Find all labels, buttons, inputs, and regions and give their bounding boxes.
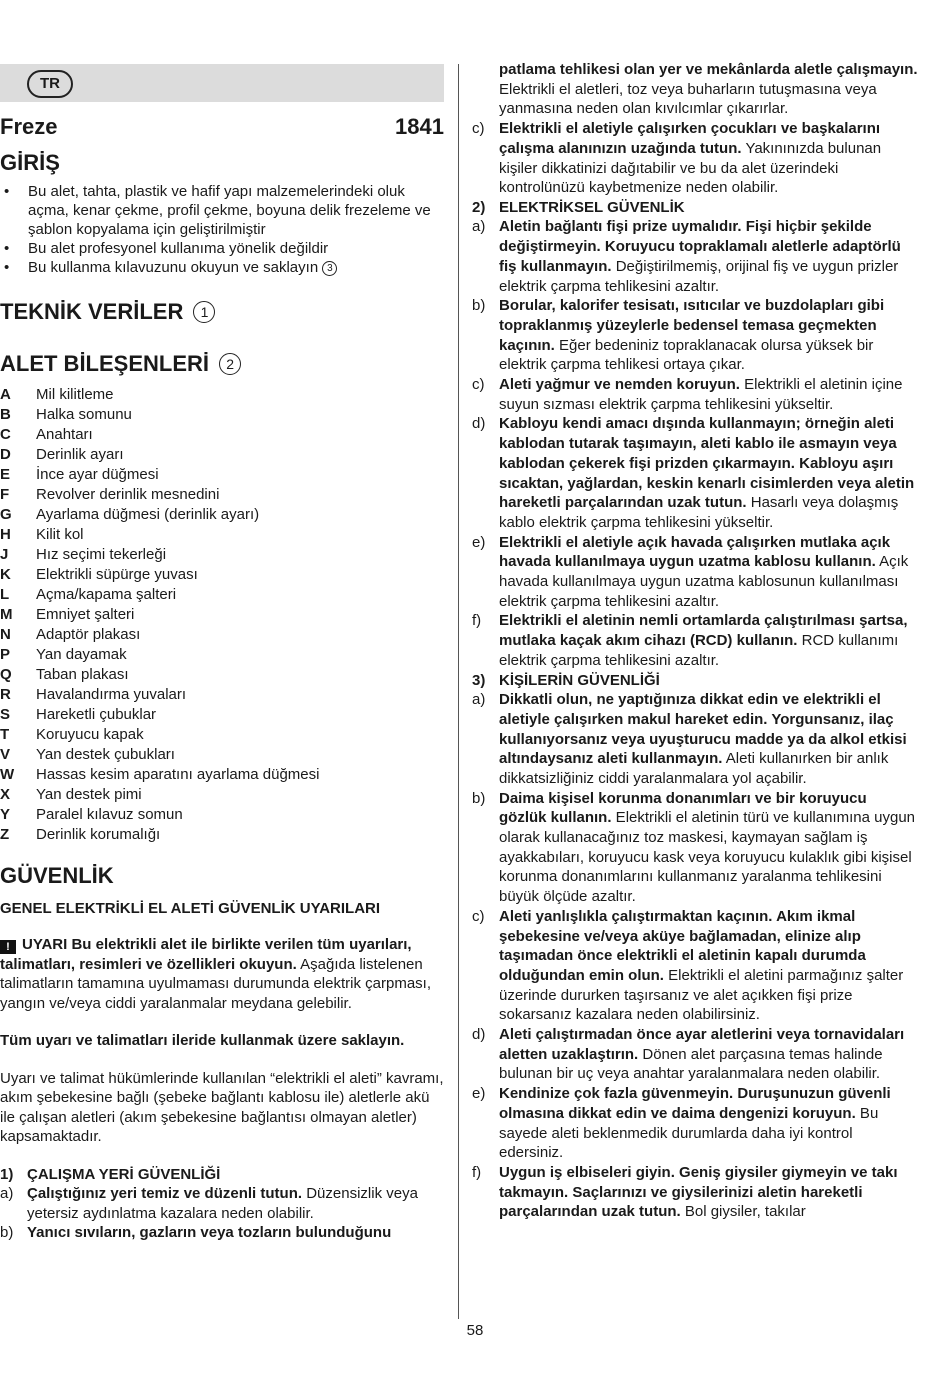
section-3-items bbox=[472, 690, 918, 1222]
part-key: R bbox=[0, 686, 11, 703]
part-row bbox=[0, 385, 444, 405]
item-text: Açık havada kullanılmaya uygun uzatma kablosunun kullanılması elektrik çarpma tehlikesini azaltır. bbox=[499, 553, 909, 610]
part-row bbox=[0, 665, 444, 685]
list-item bbox=[0, 1184, 444, 1223]
parts-list bbox=[0, 385, 444, 845]
item-text: Dönen alet parçasına temas halinde bulunan bir uç veya anahtar yaralanmalara neden olabilir. bbox=[499, 1045, 883, 1083]
item-bold: Daima kişisel korunma donanımları ve bir koruyucu gözlük kullanın. bbox=[499, 789, 867, 827]
part-row bbox=[0, 525, 444, 545]
part-row bbox=[0, 705, 444, 725]
part-name: Yan destek pimi bbox=[36, 786, 142, 803]
item-bold: Aletin bağlantı fişi prize uymalıdır. Fişi hiçbir şekilde değiştirmeyin. Koruyucu topraklamalı aletlerle adaptörlü fiş kullanmayın. bbox=[499, 218, 901, 275]
parts-heading bbox=[0, 351, 444, 377]
section-title: ELEKTRİKSEL GÜVENLİK bbox=[499, 198, 685, 216]
item-label: e) bbox=[472, 1085, 486, 1103]
part-key: W bbox=[0, 766, 15, 783]
item-label: f) bbox=[472, 612, 482, 630]
left-column bbox=[0, 64, 444, 1243]
part-key: L bbox=[0, 586, 10, 603]
part-name: Halka somunu bbox=[36, 406, 132, 423]
part-row bbox=[0, 625, 444, 645]
part-key: S bbox=[0, 706, 11, 723]
part-row bbox=[0, 765, 444, 785]
part-name: Elektrikli süpürge yuvası bbox=[36, 566, 198, 583]
part-name: Koruyucu kapak bbox=[36, 726, 144, 743]
intro-heading: GİRİŞ bbox=[0, 150, 60, 175]
part-row bbox=[0, 445, 444, 465]
tech-heading bbox=[0, 299, 444, 325]
item-text: Aleti kullanırken bir anlık dikkatsizliğiniz ciddi yaralanmalara yol açabilir. bbox=[499, 750, 889, 787]
part-name: Açma/kapama şalteri bbox=[36, 586, 177, 603]
list-item bbox=[472, 60, 918, 119]
item-text: Elektrikli el aletleri, toz veya buharların tutuşmasına veya yanmasına neden olan kıvılcımlar çıkarırlar. bbox=[499, 80, 877, 118]
list-item: • Bu alet, tahta, plastik ve hafif yapı malzemelerindeki oluk açma, kenar çekme, profil çekme, boyuna delik frezeleme ve şablon kopyalama için geliştirilmiştir bbox=[0, 182, 444, 239]
part-name: Adaptör plakası bbox=[36, 626, 141, 643]
safety-heading: GÜVENLİK bbox=[0, 863, 114, 888]
item-bold: Elektrikli el aletiyle çalışırken çocukları ve başkalarını çalışma alanınızın uzağında tutun. bbox=[499, 120, 881, 157]
part-key: Q bbox=[0, 666, 12, 683]
item-text: Düzensizlik veya yetersiz aydınlatma kazalara neden olabilir. bbox=[27, 1185, 418, 1222]
item-bold: Elektrikli el aletiyle açık havada çalışırken mutlaka açık havada kullanılmaya uygun uzatma kablosu kullanın. bbox=[499, 533, 891, 571]
part-key: C bbox=[0, 426, 11, 443]
safety-subtitle: GENEL ELEKTRİKLİ EL ALETİ GÜVENLİK UYARILARI bbox=[0, 900, 381, 917]
list-item bbox=[472, 1163, 918, 1222]
item-label: b) bbox=[0, 1224, 14, 1242]
part-name: Ayarlama düğmesi (derinlik ayarı) bbox=[36, 506, 260, 523]
part-key: B bbox=[0, 406, 11, 423]
part-key: G bbox=[0, 506, 12, 523]
part-name: Yan dayamak bbox=[36, 646, 127, 663]
item-text: Bol giysiler, takılar bbox=[680, 1203, 806, 1221]
part-key: M bbox=[0, 606, 13, 623]
part-row bbox=[0, 585, 444, 605]
item-text: Yakınınızda bulunan kişiler dikkatinizi dağıtabilir ve bu da alet üzerindeki kontrolünüzü kaybetmenize neden olabilir. bbox=[499, 139, 882, 197]
warning-bold: UYARI Bu elektrikli alet ile birlikte verilen tüm uyarıları, talimatları, resimleri ve özellikleri okuyun. bbox=[0, 936, 412, 973]
list-item bbox=[472, 296, 918, 375]
figure-ref-icon: 3 bbox=[322, 261, 337, 276]
keep-note: Tüm uyarı ve talimatları ileride kullanmak üzere saklayın. bbox=[0, 1032, 405, 1049]
part-row bbox=[0, 685, 444, 705]
section-3-heading bbox=[472, 671, 918, 691]
part-key: F bbox=[0, 486, 10, 503]
part-name: Taban plakası bbox=[36, 666, 129, 683]
item-text: RCD kullanımı elektrik çarpma tehlikesini azaltır. bbox=[499, 632, 899, 669]
section-num: 1) bbox=[0, 1165, 14, 1183]
list-item: • Bu alet profesyonel kullanıma yönelik değildir bbox=[0, 239, 444, 258]
part-name: Kilit kol bbox=[36, 526, 84, 543]
part-name: Derinlik ayarı bbox=[36, 446, 124, 463]
part-key: X bbox=[0, 786, 11, 803]
item-text: Bu sayede aleti beklenmedik durumlarda daha iyi kontrol edersiniz. bbox=[499, 1104, 879, 1162]
part-key: D bbox=[0, 446, 11, 463]
part-key: N bbox=[0, 626, 11, 643]
part-key: E bbox=[0, 466, 11, 483]
item-bold: Borular, kalorifer tesisatı, ısıtıcılar ve buzdolapları gibi topraklanmış yüzeylerle bedensel temasa geçmekten kaçının. bbox=[499, 297, 885, 354]
section-title: ÇALIŞMA YERİ GÜVENLİĞİ bbox=[27, 1165, 221, 1183]
product-name: Freze bbox=[0, 114, 58, 139]
section-2-heading bbox=[472, 198, 918, 218]
part-name: İnce ayar düğmesi bbox=[36, 466, 159, 483]
item-text: Elektrikli el aletinin içine suyun sızması elektrik çarpma tehlikesini yükseltir. bbox=[499, 376, 903, 413]
part-row bbox=[0, 545, 444, 565]
item-bold: Dikkatli olun, ne yaptığınıza dikkat edin ve elektrikli el aletiyle çalışırken makul hareket edin. Yorgunsanız, ilaç kullanıyorsanız veya uyuşturucu madde ya da alkol etkisi altındaysanız aleti kullanmayın. bbox=[499, 691, 907, 768]
item-text: Elektrikli el aletini parmağınız şalter üzerinde dururken taşırsanız ve alet açıkken fişi prize sokarsanız kazalara neden olabilirsiniz. bbox=[499, 966, 904, 1024]
item-bold: Çalıştığınız yeri temiz ve düzenli tutun. bbox=[27, 1185, 303, 1202]
list-item bbox=[472, 611, 918, 670]
list-item bbox=[472, 1084, 918, 1163]
column-divider bbox=[458, 64, 459, 1319]
item-text: Değiştirilmemiş, orijinal fiş ve uygun prizler elektrik çarpma tehlikesini azaltır. bbox=[499, 257, 899, 295]
part-row bbox=[0, 785, 444, 805]
item-bold: Elektrikli el aletinin nemli ortamlarda çalıştırılması şartsa, mutlaka kaçak akım cihazı (RCD) kullanın. bbox=[499, 612, 908, 650]
part-key: A bbox=[0, 386, 11, 403]
item-bold: Aleti yanlışlıkla çalıştırmaktan kaçının. Akım ikmal şebekesine ve/veya aküye bağlamadan, elinize alıp taşımadan önce elektrikli el aletinin kapalı durumda olduğundan emin olun. bbox=[499, 907, 866, 984]
item-label: b) bbox=[472, 789, 486, 807]
section-num: 3) bbox=[472, 671, 486, 689]
part-name: Mil kilitleme bbox=[36, 386, 114, 403]
section-2-items bbox=[472, 217, 918, 670]
intro-list bbox=[0, 182, 444, 277]
part-name: Havalandırma yuvaları bbox=[36, 686, 187, 703]
warning-block bbox=[0, 935, 444, 1013]
figure-ref-icon: 2 bbox=[219, 353, 241, 375]
part-name: Anahtarı bbox=[36, 426, 93, 443]
part-row bbox=[0, 605, 444, 625]
part-row bbox=[0, 825, 444, 845]
part-key: P bbox=[0, 646, 11, 663]
parts-title: ALET BİLEŞENLERİ bbox=[0, 351, 210, 376]
part-name: Derinlik korumalığı bbox=[36, 826, 161, 843]
item-label: e) bbox=[472, 533, 486, 551]
item-bold: Kabloyu kendi amacı dışında kullanmayın; örneğin aleti kablodan tutarak taşımayın, aleti kablo ile asmayın veya kablodan çekerek fişi prizden çıkarmayın. Kabloyu aşırı sıcaktan, yağlardan, keskin kenarlı cisimlerden veya aletin hareketli parçalarından uzak tutun. bbox=[499, 415, 915, 512]
item-label: a) bbox=[0, 1185, 14, 1202]
tech-title: TEKNİK VERİLER bbox=[0, 299, 184, 324]
item-bold: Yanıcı sıvıların, gazların veya tozların bulunduğunu bbox=[27, 1224, 392, 1242]
item-bold: patlama tehlikesi olan yer ve mekânlarda aletle çalışmayın. bbox=[499, 61, 918, 78]
item-text: Hasarlı veya dolaşmış kablo elektrik çarpma tehlikesini yükseltir. bbox=[499, 494, 899, 531]
item-label: d) bbox=[472, 1026, 486, 1044]
part-row bbox=[0, 505, 444, 525]
warning-icon: ! bbox=[0, 940, 16, 954]
item-label: d) bbox=[472, 415, 486, 433]
item-bold: Aleti yağmur ve nemden koruyun. bbox=[499, 376, 740, 394]
part-name: Revolver derinlik mesnedini bbox=[36, 486, 220, 503]
part-name: Hareketli çubuklar bbox=[36, 706, 157, 723]
item-bold: Kendinize çok fazla güvenmeyin. Duruşunuzun güvenli olmasına dikkat edin ve daima dengenizi koruyun. bbox=[499, 1085, 891, 1122]
part-row bbox=[0, 805, 444, 825]
part-name: Hassas kesim aparatını ayarlama düğmesi bbox=[36, 766, 320, 783]
part-key: Z bbox=[0, 826, 10, 843]
item-label: f) bbox=[472, 1163, 482, 1181]
item-label: a) bbox=[472, 691, 486, 709]
part-row bbox=[0, 645, 444, 665]
part-name: Emniyet şalteri bbox=[36, 606, 135, 623]
item-label: b) bbox=[472, 297, 486, 315]
part-row bbox=[0, 745, 444, 765]
list-item bbox=[472, 690, 918, 789]
part-key: Y bbox=[0, 806, 11, 823]
part-row bbox=[0, 485, 444, 505]
section-1-heading bbox=[0, 1165, 444, 1185]
section-num: 2) bbox=[472, 198, 486, 216]
item-bold: Aleti çalıştırmadan önce ayar aletlerini veya tornavidaları aletten uzaklaştırın. bbox=[499, 1026, 905, 1063]
part-row bbox=[0, 425, 444, 445]
item-text: Elektrikli el aletinin türü ve kullanımına uygun olarak kullanacağınız toz maskesi, kaymayan sağlam iş ayakkabıları, koruyucu kask veya koruyucu kulaklık gibi kişisel korunma donanımlarını kullanmanız yaralanma tehlikesini büyük ölçüde azaltır. bbox=[499, 809, 916, 906]
part-key: T bbox=[0, 726, 10, 743]
part-row bbox=[0, 565, 444, 585]
list-item bbox=[472, 375, 918, 414]
right-column bbox=[472, 60, 918, 1222]
section-title: KİŞİLERİN GÜVENLİĞİ bbox=[499, 671, 660, 689]
figure-ref-icon: 1 bbox=[193, 301, 215, 323]
list-item bbox=[472, 414, 918, 532]
part-name: Yan destek çubukları bbox=[36, 746, 175, 763]
definition-text: Uyarı ve talimat hükümlerinde kullanılan “elektrikli el aleti” kavramı, akım şebekesine bağlı (şebeke bağlantı kablosu ile) aletlerle akü ile çalışan aletleri (akım şebekesine bağlantısı olmayan aletler) kapsamaktadır. bbox=[0, 1069, 444, 1145]
part-key: H bbox=[0, 526, 11, 543]
language-badge: TR bbox=[27, 70, 73, 98]
list-item bbox=[472, 217, 918, 296]
list-item bbox=[0, 258, 444, 277]
list-item bbox=[0, 1223, 444, 1243]
language-bar bbox=[0, 64, 444, 102]
part-key: V bbox=[0, 746, 11, 763]
list-item bbox=[472, 119, 918, 198]
part-key: K bbox=[0, 566, 11, 583]
item-text: Eğer bedeniniz topraklanacak olursa yüksek bir elektrik çarpma tehlikesi ortaya çıkar. bbox=[499, 336, 874, 374]
list-item bbox=[472, 907, 918, 1025]
item-label: c) bbox=[472, 907, 485, 925]
part-row bbox=[0, 465, 444, 485]
list-item bbox=[472, 1025, 918, 1084]
part-row bbox=[0, 725, 444, 745]
list-item-text: Bu kullanma kılavuzunu okuyun ve saklayın bbox=[28, 259, 319, 276]
item-bold: Uygun iş elbiseleri giyin. Geniş giysiler giymeyin ve takı takmayın. Saçlarınızı ve giysilerinizi aletin hareketli parçalarından uzak tutun. bbox=[499, 1163, 898, 1221]
part-key: J bbox=[0, 546, 9, 563]
list-item bbox=[472, 789, 918, 907]
part-name: Paralel kılavuz somun bbox=[36, 806, 183, 823]
list-item bbox=[472, 533, 918, 612]
item-label: c) bbox=[472, 376, 485, 394]
page-number: 58 bbox=[466, 1322, 484, 1339]
item-label: a) bbox=[472, 218, 486, 236]
product-model: 1841 bbox=[395, 114, 444, 139]
warning-text: Aşağıda listelenen talimatların tamamına uyulmaması durumunda elektrik çarpması, yangın ve/veya ciddi yaralanmalar meydana gelebilir. bbox=[0, 955, 432, 1012]
part-name: Hız seçimi tekerleği bbox=[36, 546, 167, 563]
product-header bbox=[0, 114, 444, 140]
part-row bbox=[0, 405, 444, 425]
item-label: c) bbox=[472, 120, 485, 138]
